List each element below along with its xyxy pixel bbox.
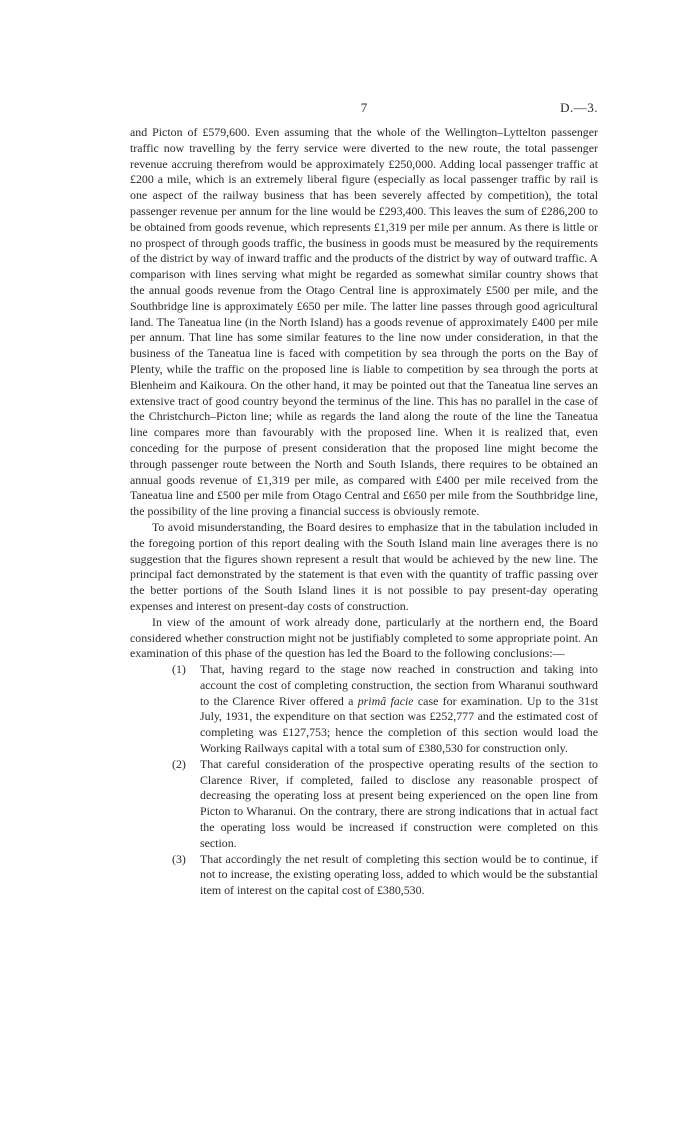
document-body — [130, 125, 598, 899]
paragraph-continuation: and Picton of £579,600. Even assuming that the whole of the Wellington–Lyttelton passenger traffic now travelling by the ferry service were diverted to the new route, the total passenger revenue accruing therefrom would be approximately £250,000. Adding local passenger traffic at £200 a mile, which is an extremely liberal figure (especially as local passenger traffic by rail is one aspect of the railway business that has been severely affected by competition), the total passenger revenue per annum for the line would be £293,400. This leaves the sum of £286,200 to be obtained from goods revenue, which represents £1,319 per mile per annum. As there is little or no prospect of through goods traffic, the business in goods must be measured by the requirements of the district by way of inward traffic and the products of the district by way of outward traffic. A comparison with lines serving what might be regarded as somewhat similar country shows that the annual goods revenue from the Otago Central line is approximately £500 per mile, and the Southbridge line is approximately £650 per mile. The latter line passes through good agricultural land. The Taneatua line (in the North Island) has a goods revenue of approximately £400 per mile per annum. That line has some similar features to the line now under consideration, in that the business of the Taneatua line is faced with competition by sea through the ports on the Bay of Plenty, while the traffic on the proposed line is liable to competition by sea through the ports at Blenheim and Kaikoura. On the other hand, it may be pointed out that the Taneatua line serves an extensive tract of good country beyond the terminus of the line. This has no parallel in the case of the Christchurch–Picton line; while as regards the land along the route of the line the Taneatua line compares more than favourably with the proposed line. When it is realized that, even conceding for the purpose of present consideration that the proposed line might become the through passenger route between the North and South Islands, there requires to be obtained an annual goods revenue of £1,319 per mile, as compared with £400 per mile received from the Taneatua line and £500 per mile from Otago Central and £650 per mile from the Southbridge line, the possibility of the line proving a financial success is obviously remote. — [130, 125, 598, 519]
conclusion-text-after: case for examination. Up to the 31st July, 1931, the expenditure on that section was £252,777 and the estimated cost of completing was £127,753; hence the completion of this section would load the Working Railways capital with a total sum of £380,530 for construction only. — [200, 693, 598, 756]
conclusion-number: (3) — [172, 851, 186, 866]
page-header — [130, 100, 598, 118]
conclusion-text-before: That careful consideration of the prospective operating results of the section to Clarence River, if completed, failed to disclose any reasonable prospect of decreasing the operating loss at present being experienced on the open line from Picton to Wharanui. On the contrary, there are strong indications that in actual fact the operating loss would be increased if construction were completed on this section. — [200, 756, 598, 850]
conclusion-number: (1) — [172, 662, 186, 677]
conclusion-text — [200, 757, 598, 850]
document-reference: D.—3. — [560, 100, 598, 115]
conclusion-item — [130, 852, 598, 899]
conclusion-text — [200, 662, 598, 755]
conclusion-number: (2) — [172, 756, 186, 771]
paragraph-misunderstanding: To avoid misunderstanding, the Board desires to emphasize that in the tabulation included in the foregoing portion of this report dealing with the South Island main line averages there is no suggestion that the figures shown represent a result that would be achieved by the new line. The principal fact demonstrated by the statement is that even with the quantity of traffic passing over the better portions of the South Island lines it is not possible to pay present-day operating expenses and interest on present-day costs of construction. — [130, 519, 598, 613]
conclusion-text — [200, 852, 598, 898]
paragraph-conclusions-intro: In view of the amount of work already done, particularly at the northern end, the Board considered whether construction might not be justifiably completed to some appropriate point. An examination of this phase of the question has led the Board to the following conclusions:— — [130, 614, 598, 661]
conclusion-item — [130, 757, 598, 852]
conclusion-text-italic: primâ facie — [357, 693, 414, 708]
conclusion-item — [130, 662, 598, 757]
conclusion-text-before: That, having regard to the stage now reached in construction and taking into account the cost of completing construction, the section from Wharanui southward to the Clarence River offered a — [200, 662, 598, 708]
conclusions-list — [130, 662, 598, 899]
page-number: 7 — [360, 100, 368, 115]
conclusion-text-before: That accordingly the net result of completing this section would be to continue, if not to increase, the existing operating loss, added to which would be the substantial item of interest on the capital cost of £380,530. — [200, 851, 598, 898]
